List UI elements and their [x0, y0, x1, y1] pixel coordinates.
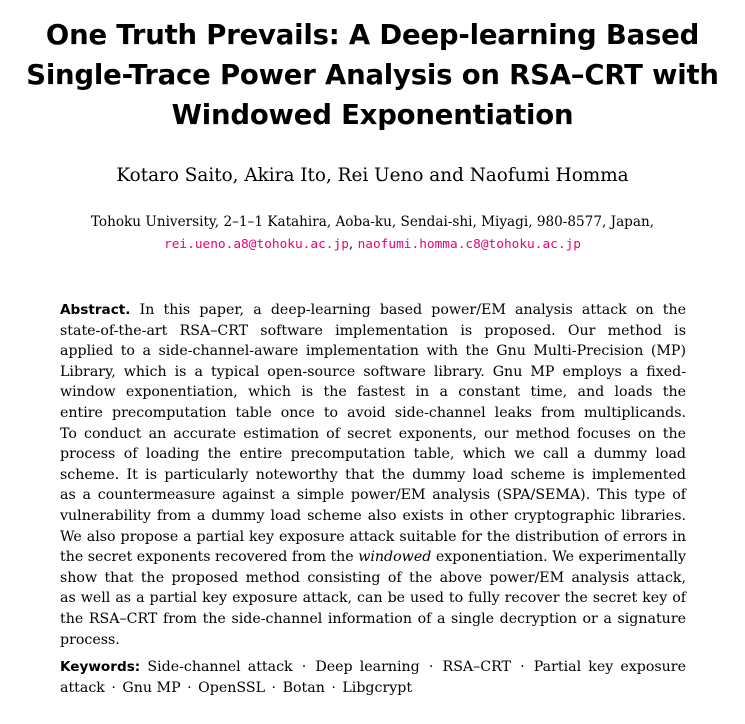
abstract-line: show that the proposed method consisting of the above power/EM analysis attack,: [60, 569, 686, 586]
abstract-line: state-of-the-art RSA–CRT software implementation is proposed. Our method is: [60, 322, 686, 339]
keywords-line: [60, 678, 686, 699]
abstract-line: [60, 300, 686, 321]
keyword: OpenSSL: [198, 680, 266, 696]
keyword-separator: ·: [111, 680, 116, 696]
keyword: RSA–CRT: [442, 659, 512, 675]
keyword: Botan: [282, 680, 325, 696]
affiliation-emails: [0, 233, 745, 256]
paper-title: [0, 15, 745, 135]
abstract-text: exponentiation. We experimentally: [431, 549, 686, 566]
abstract: [60, 300, 686, 650]
keyword-separator: ·: [520, 659, 525, 675]
abstract-line: applied to a side-channel-aware implementation with the Gnu Multi-Precision (MP): [60, 343, 686, 360]
abstract-emphasis: windowed: [358, 549, 432, 566]
keyword: Partial key exposure: [533, 659, 686, 675]
abstract-heading: Abstract.: [60, 302, 131, 318]
keywords-heading: Keywords:: [60, 659, 141, 675]
email-link-rei-ueno[interactable]: rei.ueno.a8@tohoku.ac.jp: [164, 237, 349, 252]
abstract-line: window exponentiation, which is the fastest in a constant time, and loads the: [60, 384, 686, 401]
keywords: [60, 657, 686, 699]
abstract-line: process of loading the entire precomputation table, which we call a dummy load: [60, 446, 686, 463]
abstract-line: Library, which is a typical open-source software library. Gnu MP employs a fixed-: [60, 363, 686, 380]
title-line: One Truth Prevails: A Deep-learning Based: [45, 19, 700, 51]
abstract-line: vulnerability from a dummy load scheme also exists in other cryptographic libraries.: [60, 507, 686, 524]
abstract-line: as a countermeasure against a simple power/EM analysis (SPA/SEMA). This type of: [60, 487, 686, 504]
abstract-line: entire precomputation table once to avoid side-channel leaks from multiplicands.: [60, 404, 686, 421]
abstract-line: as well as a partial key exposure attack, can be used to fully recover the secret key of: [60, 590, 686, 607]
affiliation: [0, 211, 745, 256]
keyword: Gnu MP: [122, 680, 181, 696]
abstract-line: To conduct an accurate estimation of secret exponents, our method focuses on the: [60, 425, 686, 442]
abstract-line: scheme. It is particularly noteworthy that the dummy load scheme is implemented: [60, 466, 686, 483]
keyword-separator: ·: [331, 680, 336, 696]
title-line: Windowed Exponentiation: [171, 99, 574, 131]
abstract-line: process.: [60, 631, 120, 648]
email-link-naofumi-homma[interactable]: naofumi.homma.c8@tohoku.ac.jp: [357, 237, 581, 252]
affiliation-address: Tohoku University, 2–1–1 Katahira, Aoba-ku, Sendai-shi, Miyagi, 980-8577, Japan,: [90, 214, 655, 230]
title-line: Single-Trace Power Analysis on RSA–CRT with: [26, 59, 719, 91]
keyword-separator: ·: [301, 659, 307, 675]
abstract-text: the secret exponents recovered from the: [60, 549, 359, 566]
keyword: Side-channel attack: [147, 659, 293, 675]
email-separator: ,: [348, 236, 358, 252]
abstract-text: In this paper, a deep-learning based power/EM analysis attack on the: [130, 302, 686, 318]
keyword-separator: ·: [271, 680, 277, 696]
abstract-line: We also propose a partial key exposure attack suitable for the distribution of errors in: [60, 528, 686, 545]
abstract-line: [60, 547, 686, 568]
keyword-separator: ·: [428, 659, 434, 675]
author-list: Kotaro Saito, Akira Ito, Rei Ueno and Naofumi Homma: [116, 165, 629, 186]
keywords-line: [60, 657, 686, 678]
keyword: Deep learning: [315, 659, 420, 675]
abstract-line: the RSA–CRT from the side-channel information of a single decryption or a signature: [60, 610, 686, 627]
keyword-separator: ·: [187, 680, 192, 696]
keyword: Libgcrypt: [342, 680, 413, 696]
keyword: attack: [60, 680, 105, 696]
